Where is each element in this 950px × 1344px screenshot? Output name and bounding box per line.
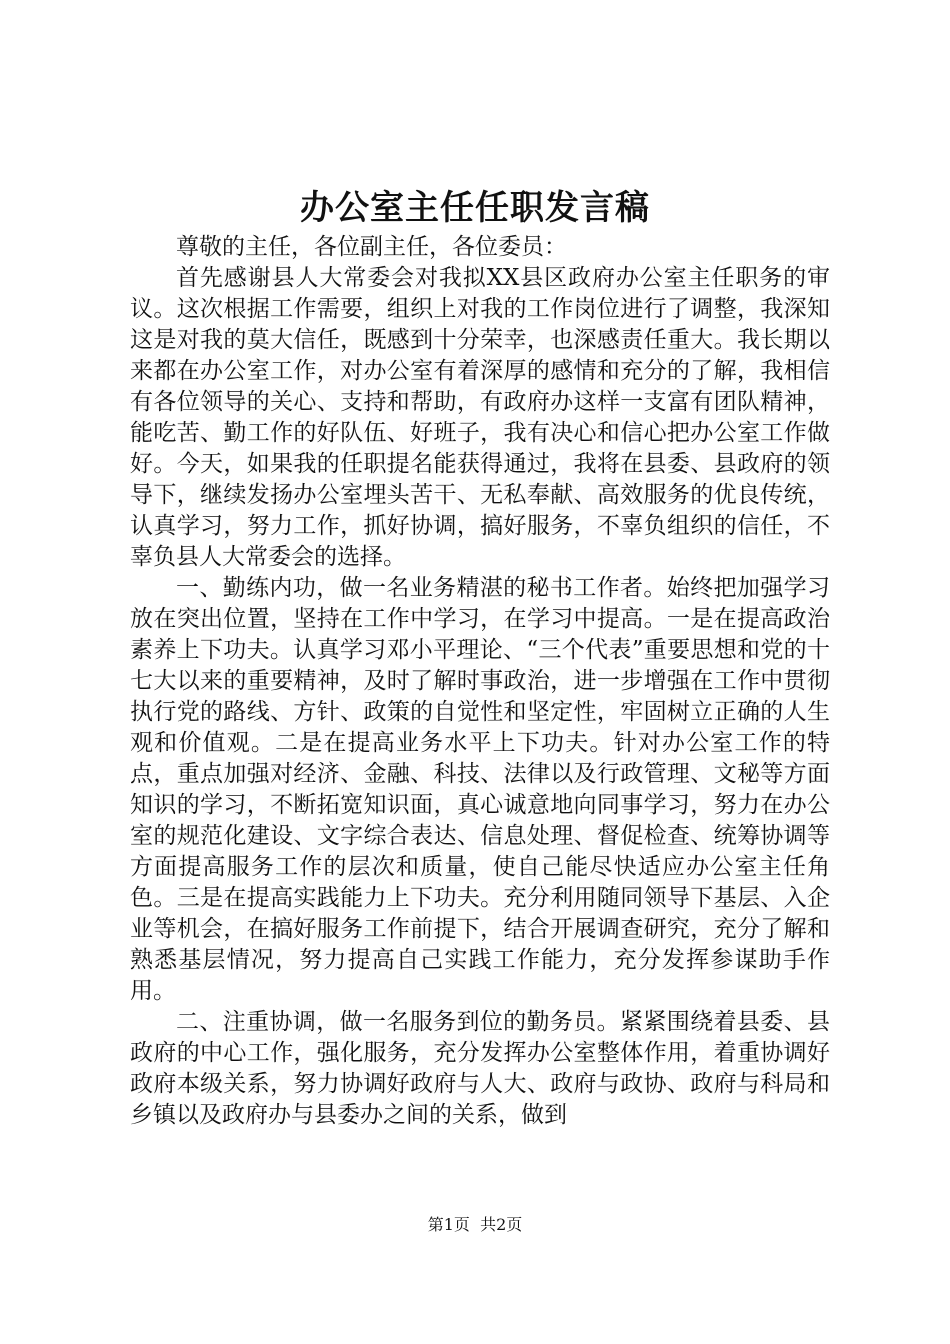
page-total: 共2页 [480, 1215, 523, 1234]
page-number: 第1页 [427, 1215, 470, 1234]
paragraph-section-2: 二、注重协调，做一名服务到位的勤务员。紧紧围绕着县委、县政府的中心工作，强化服务，充分发挥办公室整体作用，着重协调好政府本级关系，努力协调好政府与人大、政府与政协、政府与科局和乡镇以及政府办与县委办之间的关系，做到 [130, 1009, 830, 1128]
salutation: 尊敬的主任，各位副主任，各位委员： [176, 234, 567, 260]
page-footer [0, 1214, 950, 1236]
paragraph-intro: 首先感谢县人大常委会对我拟XX县区政府办公室主任职务的审议。这次根据工作需要，组织上对我的工作岗位进行了调整，我深知这是对我的莫大信任，既感到十分荣幸，也深感责任重大。我长期以来都在办公室工作，对办公室有着深厚的感情和充分的了解，我相信有各位领导的关心、支持和帮助，有政府办这样一支富有团队精神，能吃苦、勤工作的好队伍、好班子，我有决心和信心把办公室工作做好。今天，如果我的任职提名能获得通过，我将在县委、县政府的领导下，继续发扬办公室埋头苦干、无私奉献、高效服务的优良传统，认真学习，努力工作，抓好协调，搞好服务，不辜负组织的信任，不辜负县人大常委会的选择。 [130, 265, 830, 570]
document-title: 办公室主任任职发言稿 [300, 188, 650, 228]
footer-separator [470, 1215, 480, 1234]
paragraph-section-1: 一、勤练内功，做一名业务精湛的秘书工作者。始终把加强学习放在突出位置，坚持在工作中学习，在学习中提高。一是在提高政治素养上下功夫。认真学习邓小平理论、“三个代表”重要思想和党的十七大以来的重要精神，及时了解时事政治，进一步增强在工作中贯彻执行党的路线、方针、政策的自觉性和坚定性，牢固树立正确的人生观和价值观。二是在提高业务水平上下功夫。针对办公室工作的特点，重点加强对经济、金融、科技、法律以及行政管理、文秘等方面知识的学习，不断拓宽知识面，真心诚意地向同事学习，努力在办公室的规范化建设、文字综合表达、信息处理、督促检查、统筹协调等方面提高服务工作的层次和质量，使自己能尽快适应办公室主任角色。三是在提高实践能力上下功夫。充分利用随同领导下基层、入企业等机会，在搞好服务工作前提下，结合开展调查研究，充分了解和熟悉基层情况，努力提高自己实践工作能力，充分发挥参谋助手作用。 [130, 575, 830, 1004]
document-body [130, 232, 830, 1131]
